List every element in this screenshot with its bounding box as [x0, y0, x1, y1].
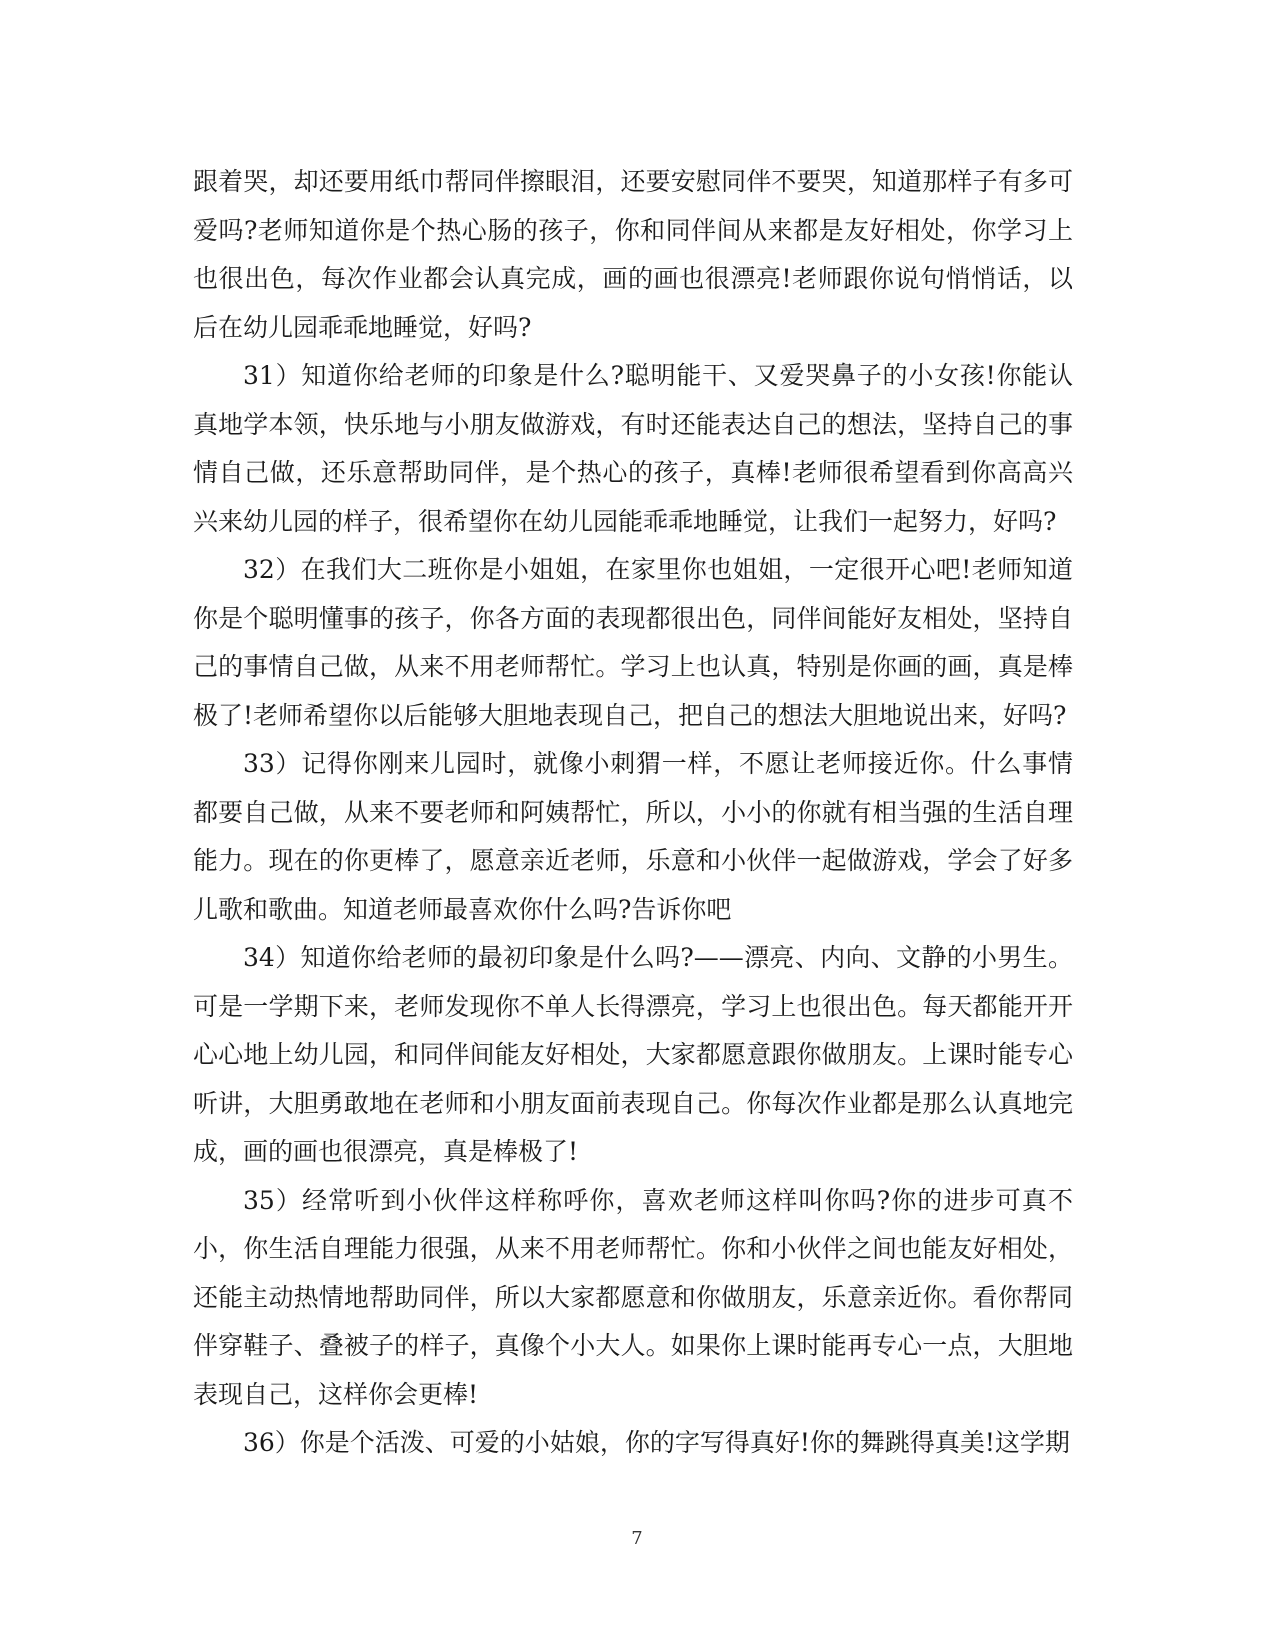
page-number: 7 [631, 1528, 643, 1549]
body-text [193, 158, 1073, 1468]
paragraph-continuation: 跟着哭，却还要用纸巾帮同伴擦眼泪，还要安慰同伴不要哭，知道那样子有多可爱吗?老师知道你是个热心肠的孩子，你和同伴间从来都是友好相处，你学习上也很出色，每次作业都会认真完成，画的画也很漂亮!老师跟你说句悄悄话，以后在幼儿园乖乖地睡觉，好吗? [193, 167, 1073, 342]
paragraph-34: 34）知道你给老师的最初印象是什么吗?——漂亮、内向、文静的小男生。可是一学期下来，老师发现你不单人长得漂亮，学习上也很出色。每天都能开开心心地上幼儿园，和同伴间能友好相处，大家都愿意跟你做朋友。上课时能专心听讲，大胆勇敢地在老师和小朋友面前表现自己。你每次作业都是那么认真地完成，画的画也很漂亮，真是棒极了! [193, 943, 1073, 1166]
paragraph-32: 32）在我们大二班你是小姐姐，在家里你也姐姐，一定很开心吧!老师知道你是个聪明懂事的孩子，你各方面的表现都很出色，同伴间能好友相处，坚持自己的事情自己做，从来不用老师帮忙。学习上也认真，特别是你画的画，真是棒极了!老师希望你以后能够大胆地表现自己，把自己的想法大胆地说出来，好吗? [193, 555, 1073, 730]
paragraph-35: 35）经常听到小伙伴这样称呼你，喜欢老师这样叫你吗?你的进步可真不小，你生活自理能力很强，从来不用老师帮忙。你和小伙伴之间也能友好相处，还能主动热情地帮助同伴，所以大家都愿意和你做朋友，乐意亲近你。看你帮同伴穿鞋子、叠被子的样子，真像个小大人。如果你上课时能再专心一点，大胆地表现自己，这样你会更棒! [193, 1185, 1073, 1409]
paragraph-31: 31）知道你给老师的印象是什么?聪明能干、又爱哭鼻子的小女孩!你能认真地学本领，快乐地与小朋友做游戏，有时还能表达自己的想法，坚持自己的事情自己做，还乐意帮助同伴，是个热心的孩子，真棒!老师很希望看到你高高兴兴来幼儿园的样子，很希望你在幼儿园能乖乖地睡觉，让我们一起努力，好吗? [193, 361, 1073, 536]
paragraph-36: 36）你是个活泼、可爱的小姑娘，你的字写得真好!你的舞跳得真美!这学期 [243, 1428, 1070, 1457]
paragraph-33: 33）记得你刚来儿园时，就像小刺猬一样，不愿让老师接近你。什么事情都要自己做，从来不要老师和阿姨帮忙，所以，小小的你就有相当强的生活自理能力。现在的你更棒了，愿意亲近老师，乐意和小伙伴一起做游戏，学会了好多儿歌和歌曲。知道老师最喜欢你什么吗?告诉你吧 [193, 749, 1073, 924]
